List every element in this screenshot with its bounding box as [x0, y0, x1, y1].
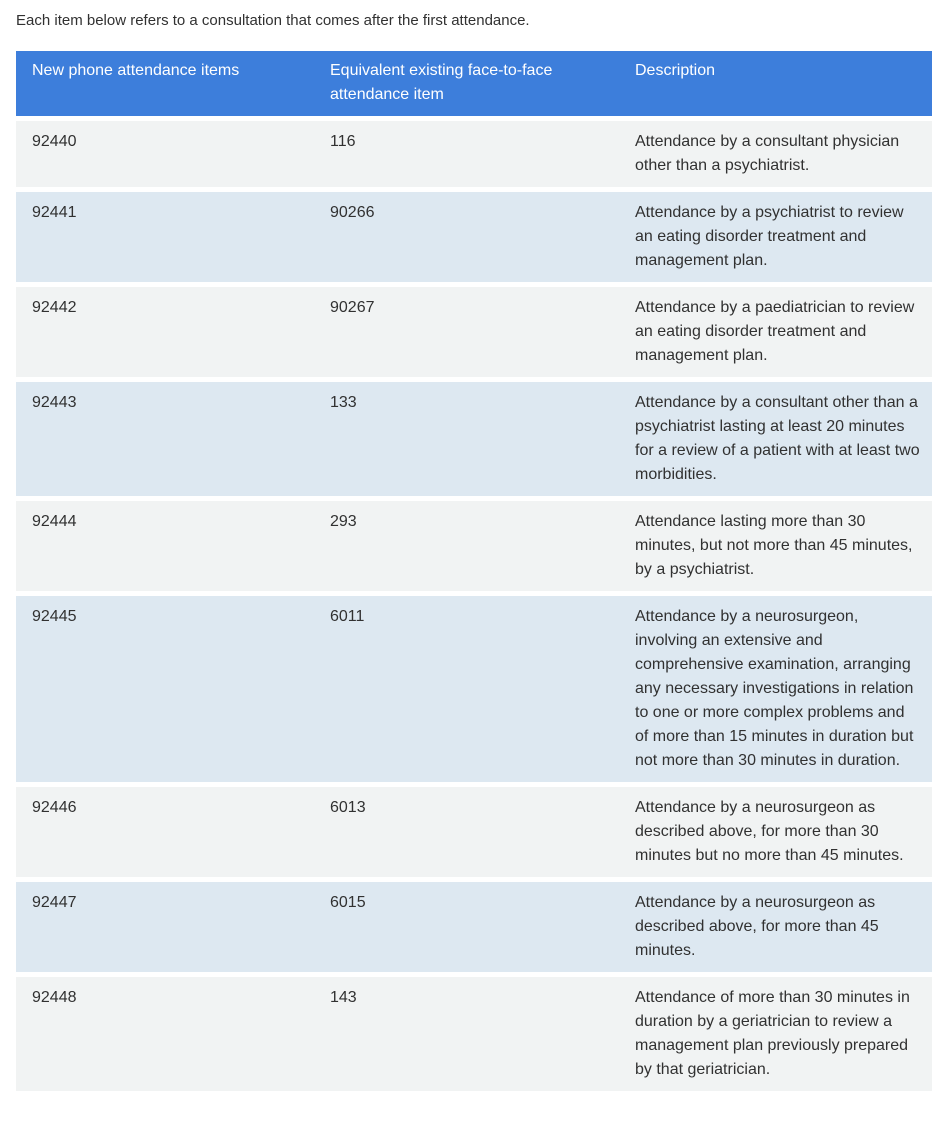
- table-row: [16, 192, 932, 282]
- item-description: Attendance by a neurosurgeon as described above, for more than 45 minutes.: [635, 894, 879, 959]
- item-description: Attendance by a consultant other than a psychiatrist lasting at least 20 minutes for a review of a patient with at least two morbidities.: [635, 394, 920, 483]
- table-row: [16, 287, 932, 377]
- equivalent-item: 90266: [330, 204, 375, 221]
- item-number: 92442: [32, 299, 77, 316]
- table-header: [16, 51, 932, 116]
- equivalent-item: 6011: [330, 608, 365, 625]
- equivalent-item: 293: [330, 513, 357, 530]
- item-description: Attendance by a neurosurgeon as described above, for more than 30 minutes but no more than 45 minutes.: [635, 799, 904, 864]
- item-number: 92447: [32, 894, 77, 911]
- item-number: 92440: [32, 133, 77, 150]
- table-row: [16, 382, 932, 496]
- table-row: [16, 501, 932, 591]
- equivalent-item: 116: [330, 133, 356, 150]
- header-equivalent-item: Equivalent existing face-to-face attendance item: [330, 62, 553, 103]
- attendance-items-table: [16, 51, 932, 1096]
- item-description: Attendance of more than 30 minutes in duration by a geriatrician to review a management plan previously prepared by that geriatrician.: [635, 989, 910, 1078]
- item-number: 92444: [32, 513, 77, 530]
- item-description: Attendance by a psychiatrist to review an eating disorder treatment and management plan.: [635, 204, 904, 269]
- table-row: [16, 596, 932, 782]
- header-new-phone-items: New phone attendance items: [32, 62, 240, 79]
- header-description: Description: [635, 62, 716, 79]
- table-row: [16, 121, 932, 187]
- item-number: 92448: [32, 989, 77, 1006]
- item-description: Attendance lasting more than 30 minutes, but not more than 45 minutes, by a psychiatrist.: [635, 513, 913, 578]
- item-number: 92441: [32, 204, 77, 221]
- item-number: 92443: [32, 394, 77, 411]
- table-row: [16, 977, 932, 1091]
- table-row: [16, 882, 932, 972]
- equivalent-item: 143: [330, 989, 357, 1006]
- item-description: Attendance by a neurosurgeon, involving an extensive and comprehensive examination, arranging any necessary investigations in relation to one or more complex problems and of more than 15 minutes in duration but not more than 30 minutes in duration.: [635, 608, 914, 769]
- equivalent-item: 6015: [330, 894, 366, 911]
- table-row: [16, 787, 932, 877]
- equivalent-item: 6013: [330, 799, 366, 816]
- item-description: Attendance by a consultant physician other than a psychiatrist.: [635, 133, 900, 174]
- intro-text: Each item below refers to a consultation that comes after the first attendance.: [16, 12, 530, 29]
- item-description: Attendance by a paediatrician to review an eating disorder treatment and management plan.: [635, 299, 915, 364]
- equivalent-item: 90267: [330, 299, 375, 316]
- equivalent-item: 133: [330, 394, 357, 411]
- item-number: 92446: [32, 799, 77, 816]
- item-number: 92445: [32, 608, 77, 625]
